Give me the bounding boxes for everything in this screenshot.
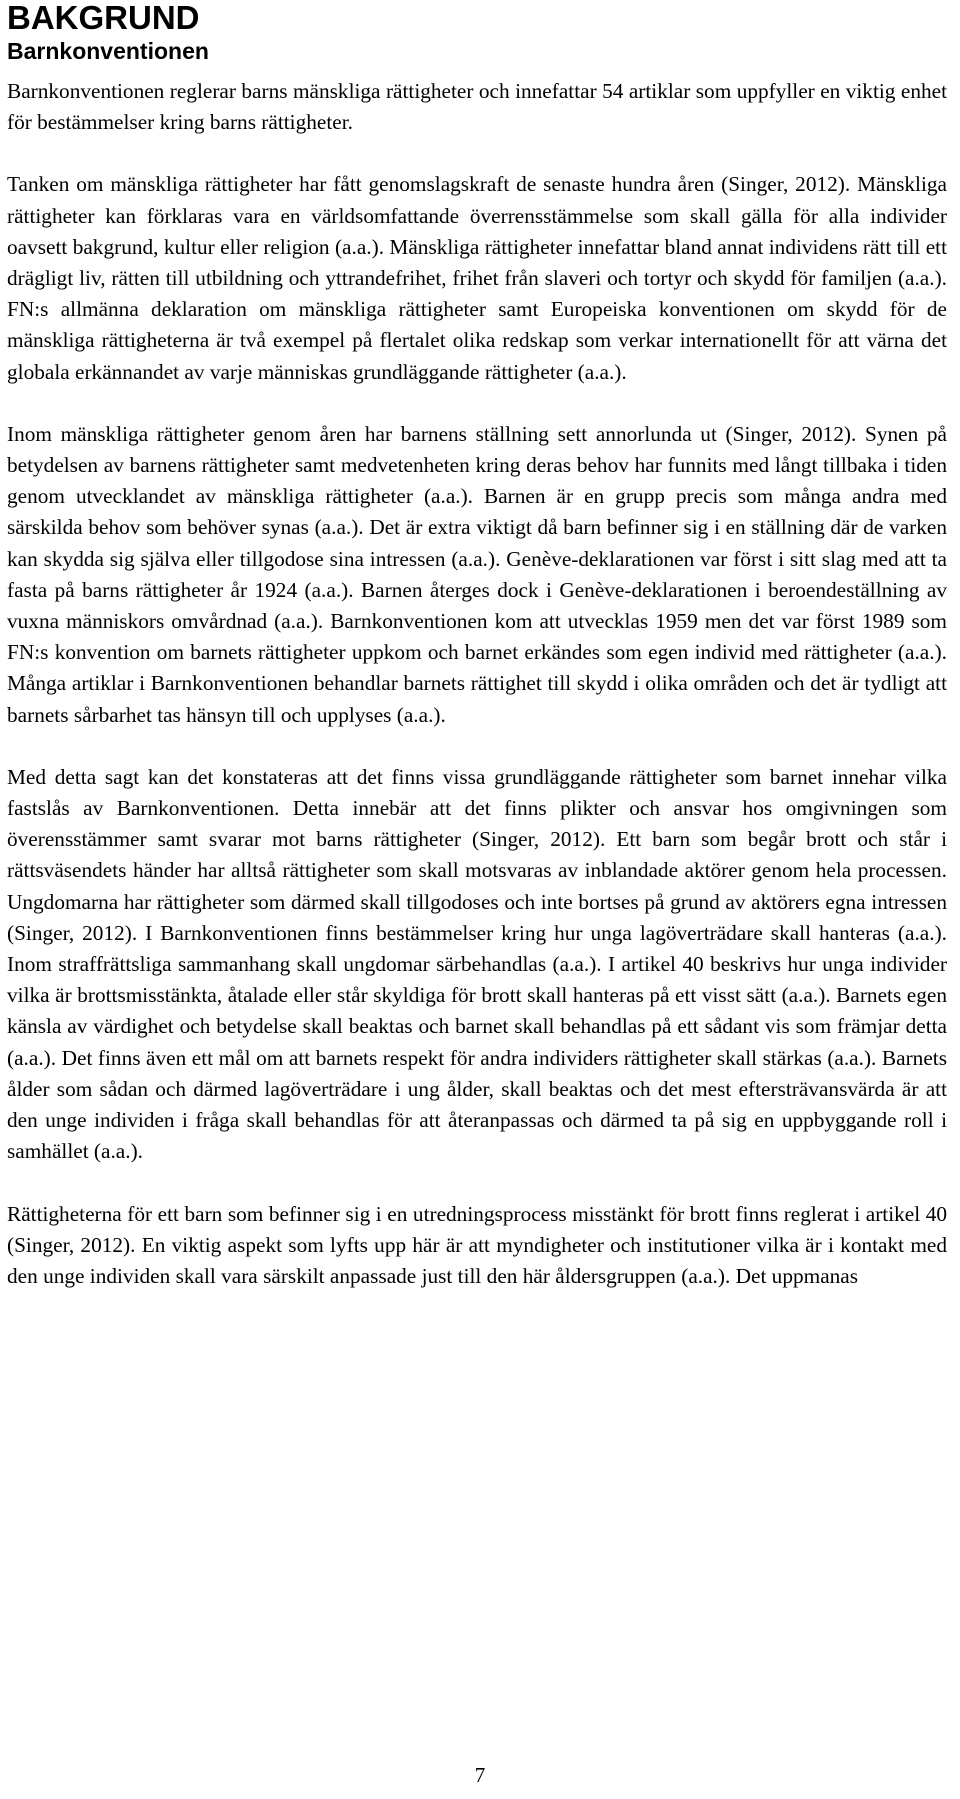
page-number: 7: [474, 1763, 486, 1787]
document-page: [7, 0, 947, 1292]
paragraph-5: Rättigheterna för ett barn som befinner sig i en utredningsprocess misstänkt för brott finns reglerat i artikel 40 (Singer, 2012). En viktig aspekt som lyfts upp här är att myndigheter och institutioner vilka är i kontakt med den unge individen skall vara särskilt anpassade just till den här åldersgruppen (a.a.). Det uppmanas: [7, 1201, 947, 1288]
paragraph-2: Tanken om mänskliga rättigheter har fått genomslagskraft de senaste hundra åren (Singer, 2012). Mänskliga rättigheter kan förklaras vara en världsomfattande överrensstämmelse som skall gälla för alla individer oavsett bakgrund, kultur eller religion (a.a.). Mänskliga rättigheter innefattar bland annat individens rätt till ett drägligt liv, rätten till utbildning och yttrandefrihet, frihet från slaveri och tortyr och skydd för familjen (a.a.). FN:s allmänna deklaration om mänskliga rättigheter samt Europeiska konventionen om skydd för de mänskliga rättigheterna är två exempel på flertalet olika redskap som verkar internationellt för att värna det globala erkännandet av varje människas grundläggande rättigheter (a.a.).: [7, 172, 947, 384]
paragraph-1: Barnkonventionen reglerar barns mänskliga rättigheter och innefattar 54 artiklar som uppfyller en viktig enhet för bestämmelser kring barns rättigheter.: [7, 79, 947, 135]
paragraph-3: Inom mänskliga rättigheter genom åren har barnens ställning sett annorlunda ut (Singer, 2012). Synen på betydelsen av barnens rättigheter samt medvetenheten kring deras behov har funnits med långt tillbaka i tiden genom utvecklandet av mänskliga rättigheter (a.a.). Barnen är en grupp precis som många andra med särskilda behov som behöver synas (a.a.). Det är extra viktigt då barn befinner sig i en ställning där de varken kan skydda sig själva eller tillgodose sina intressen (a.a.). Genève-deklarationen var först i sitt slag med att ta fasta på barns rättigheter år 1924 (a.a.). Barnen återges dock i Genève-deklarationen i beroendeställning av vuxna människors omvårdnad (a.a.). Barnkonventionen kom att utvecklas 1959 men det var först 1989 som FN:s konvention om barnets rättigheter uppkom och barnet erkändes som egen individ med rättigheter (a.a.). Många artiklar i Barnkonventionen behandlar barnets rättighet till skydd i olika områden och det är tydligt att barnets sårbarhet tas hänsyn till och upplyses (a.a.).: [7, 421, 947, 727]
section-subheading: Barnkonventionen: [7, 38, 209, 64]
section-heading: BAKGRUND: [7, 0, 200, 36]
paragraph-4: Med detta sagt kan det konstateras att det finns vissa grundläggande rättigheter som barnet innehar vilka fastslås av Barnkonventionen. Detta innebär att det finns plikter och ansvar hos omgivningen som överensstämmer samt svarar mot barns rättigheter (Singer, 2012). Ett barn som begår brott och står i rättsväsendets händer har alltså rättigheter som skall motsvaras av inblandade aktörer genom hela processen. Ungdomarna har rättigheter som därmed skall tillgodoses och inte bortses på grund av aktörers egna intressen (Singer, 2012). I Barnkonventionen finns bestämmelser kring hur unga lagöverträdare skall hanteras (a.a.). Inom straffrättsliga sammanhang skall ungdomar särbehandlas (a.a.). I artikel 40 beskrivs hur unga individer vilka är brottsmisstänkta, åtalade eller står skyldiga för brott skall hanteras på ett visst sätt (a.a.). Barnets egen känsla av värdighet och betydelse skall beaktas och barnet skall behandlas på ett sådant vis som främjar detta (a.a.). Det finns även ett mål om att barnets respekt för andra individers rättigheter skall stärkas (a.a.). Barnets ålder som sådan och därmed lagöverträdare i ung ålder, skall beaktas och det mest eftersträvansvärda är att den unge individen i fråga skall behandlas för att återanpassas och därmed ta på sig en uppbyggande roll i samhället (a.a.).: [7, 764, 947, 1164]
